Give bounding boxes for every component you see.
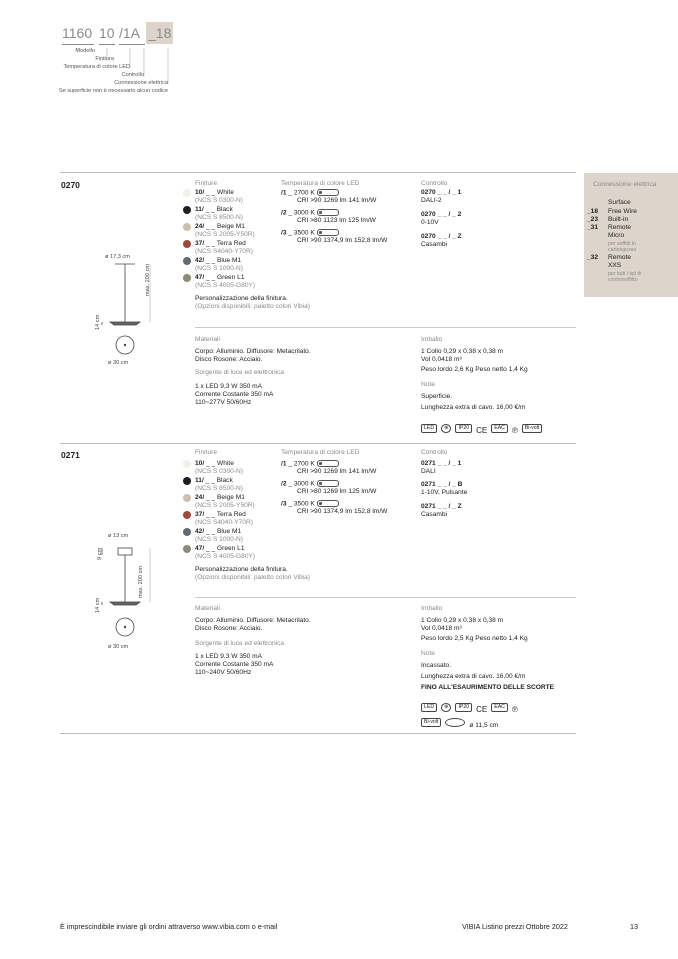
finish-item[interactable]: 11/ _ _ Black — [195, 206, 233, 213]
product-code: 0271 — [61, 450, 80, 460]
control-code[interactable]: 0271 _ _ / _ B — [421, 481, 463, 488]
cutout-info: Bi-volt ø 11,5 cm — [421, 714, 498, 732]
product-code: 0270 — [61, 180, 80, 190]
temp-item[interactable]: /1 _ 2700 K — [281, 189, 339, 197]
finish-item[interactable]: 37/ _ _ Terra Red — [195, 511, 246, 518]
footer-brand: VIBIA Listino prezzi Ottobre 2022 — [462, 922, 568, 931]
finish-item[interactable]: 37/ _ _ Terra Red — [195, 240, 246, 247]
legend-leader-lines — [0, 0, 678, 100]
stock-note: FINO ALL'ESAURIMENTO DELLE SCORTE — [421, 684, 555, 691]
code-finish: 10 — [99, 25, 115, 41]
connection-panel: Connessione elettrica Surface _18 Free Wire _23 Built-in _31 Remote Micro per soffitti in cartongesso _32 Remote XXS per tutti i tipi di controsoffitto — [584, 173, 678, 297]
finish-item[interactable]: 42/ _ _ Blue M1 — [195, 528, 242, 535]
control-code[interactable]: 0270 _ _ / _ 2 — [421, 211, 462, 218]
code-model: 1160 — [62, 25, 93, 41]
certification-badges: LED ⊕ IP20 CE EAC ℗ Bi-volt — [421, 420, 546, 438]
control-code[interactable]: 0270 _ _ / _ 1 — [421, 189, 462, 196]
temp-item[interactable]: /3 _ 3500 K — [281, 500, 339, 508]
temp-item[interactable]: /3 _ 3500 K — [281, 229, 339, 237]
finish-item[interactable]: 24/ _ _ Beige M1 — [195, 223, 245, 230]
finish-item[interactable]: 47/ _ _ Green L1 — [195, 545, 245, 552]
control-code[interactable]: 0271 _ _ / _ 1 — [421, 460, 462, 467]
page-number: 13 — [630, 922, 638, 931]
connection-panel-title: Connessione elettrica — [593, 181, 657, 188]
finish-item[interactable]: 10/ _ _ White — [195, 189, 234, 196]
code-connection: _18 — [146, 22, 173, 44]
finish-item[interactable]: 24/ _ _ Beige M1 — [195, 494, 245, 501]
code-temp-control: /1A — [119, 25, 141, 41]
temp-item[interactable]: /2 _ 3000 K — [281, 480, 339, 488]
control-code[interactable]: 0270 _ _ / _ Z — [421, 233, 462, 240]
temp-item[interactable]: /2 _ 3000 K — [281, 209, 339, 217]
finish-item[interactable]: 42/ _ _ Blue M1 — [195, 257, 242, 264]
finish-item[interactable]: 10/ _ _ White — [195, 460, 234, 467]
certification-badges: LED ⊕ IP20 CE EAC ℗ — [421, 699, 522, 717]
finish-item[interactable]: 47/ _ _ Green L1 — [195, 274, 245, 281]
code-legend: Modello Finitura Temperatura di colore LED Controllo Connessione elettrica Se superficie non è necessario alcun codice — [58, 48, 168, 94]
footer-note: È imprescindibile inviare gli ordini attraverso www.vibia.com o e-mail — [60, 922, 278, 931]
control-code[interactable]: 0271 _ _ / _ Z — [421, 503, 462, 510]
finish-item[interactable]: 11/ _ _ Black — [195, 477, 233, 484]
temp-item[interactable]: /1 _ 2700 K — [281, 460, 339, 468]
pendant-drawing — [80, 530, 160, 660]
